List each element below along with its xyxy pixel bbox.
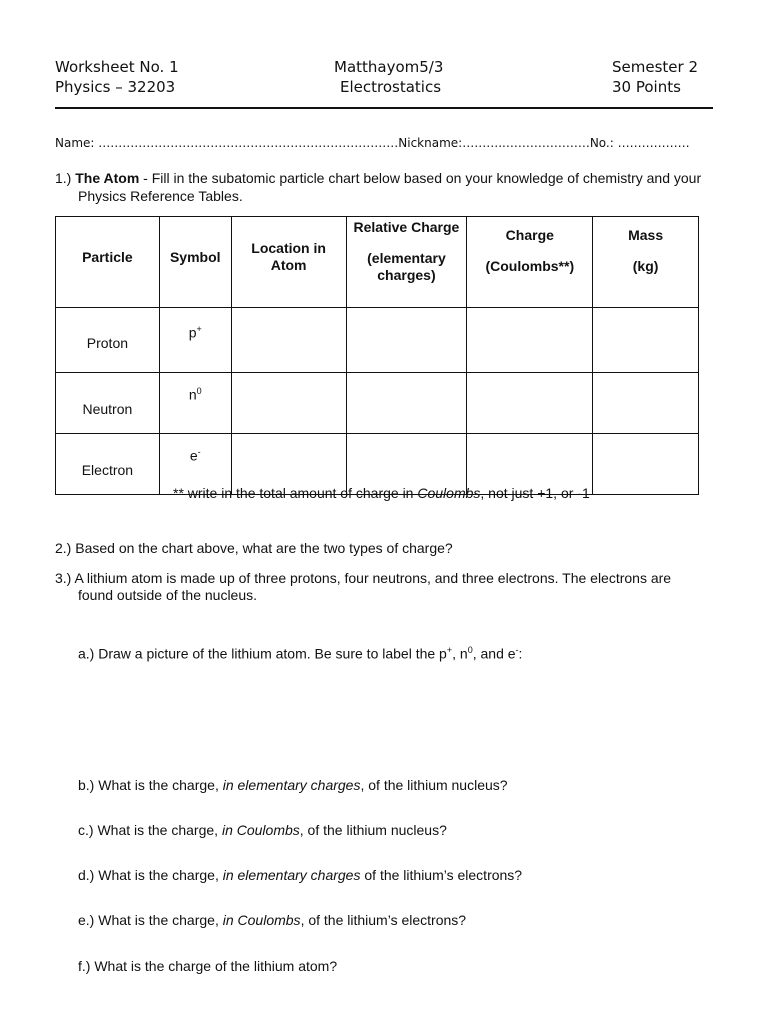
question-1-number: 1.) <box>55 170 72 186</box>
class-name: Matthayom5/3 <box>334 58 444 76</box>
cell-particle: Neutron <box>56 373 160 434</box>
header-location: Location in Atom <box>231 217 346 308</box>
question-1-text: - Fill in the subatomic particle chart below based on your knowledge of chemistry and your <box>139 170 702 186</box>
cell-particle: Electron <box>56 434 160 495</box>
chart-header-row <box>56 217 699 308</box>
course-code: Physics – 32203 <box>55 78 176 96</box>
header-symbol: Symbol <box>159 217 231 308</box>
cell-symbol: p+ <box>159 308 231 373</box>
header-relative-charge: Relative Charge (elementary charges) <box>346 217 467 308</box>
semester: Semester 2 <box>612 58 698 76</box>
cell-symbol: e- <box>159 434 231 495</box>
cell-location[interactable] <box>231 373 346 434</box>
worksheet-number: Worksheet No. 1 <box>55 58 179 76</box>
topic: Electrostatics <box>340 78 442 96</box>
question-1-text-cont: Physics Reference Tables. <box>78 188 243 204</box>
cell-particle: Proton <box>56 308 160 373</box>
question-3c: c.) What is the charge, in Coulombs, of the lithium nucleus? <box>78 822 447 838</box>
points: 30 Points <box>612 78 681 96</box>
question-1 <box>55 170 701 187</box>
cell-location[interactable] <box>231 308 346 373</box>
question-3b: b.) What is the charge, in elementary charges, of the lithium nucleus? <box>78 777 508 793</box>
question-3: 3.) A lithium atom is made up of three protons, four neutrons, and three electrons. The electrons are <box>55 570 672 586</box>
name-field-line: Name: …………………………………………………………………Nickname:………..…………………No.: ……………… <box>55 136 690 150</box>
cell-charge[interactable] <box>467 373 593 434</box>
question-2: 2.) Based on the chart above, what are the two types of charge? <box>55 540 453 556</box>
cell-mass[interactable] <box>593 308 699 373</box>
header-charge: Charge (Coulombs**) <box>467 217 593 308</box>
cell-mass[interactable] <box>593 434 699 495</box>
cell-relative-charge[interactable] <box>346 373 467 434</box>
cell-symbol: $n^0$ <box>159 373 231 434</box>
header-divider <box>55 107 713 109</box>
particle-chart <box>55 216 699 495</box>
cell-relative-charge[interactable] <box>346 308 467 373</box>
chart-row-proton <box>56 308 699 373</box>
chart-row-neutron <box>56 373 699 434</box>
header-particle: Particle <box>56 217 160 308</box>
header-mass: Mass (kg) <box>593 217 699 308</box>
cell-charge[interactable] <box>467 308 593 373</box>
chart-footnote: ** write in the total amount of charge in Coulombs, not just +1, or -1 <box>173 485 590 501</box>
question-1-title: The Atom <box>75 170 140 186</box>
question-3f: f.) What is the charge of the lithium atom? <box>78 958 338 974</box>
question-3-cont: found outside of the nucleus. <box>78 587 258 603</box>
question-3d: d.) What is the charge, in elementary charges of the lithium’s electrons? <box>78 867 523 883</box>
cell-mass[interactable] <box>593 373 699 434</box>
question-3e: e.) What is the charge, in Coulombs, of the lithium’s electrons? <box>78 912 467 928</box>
question-3a: a.) Draw a picture of the lithium atom. Be sure to label the p+, $n^0$, and e-: <box>78 645 523 662</box>
